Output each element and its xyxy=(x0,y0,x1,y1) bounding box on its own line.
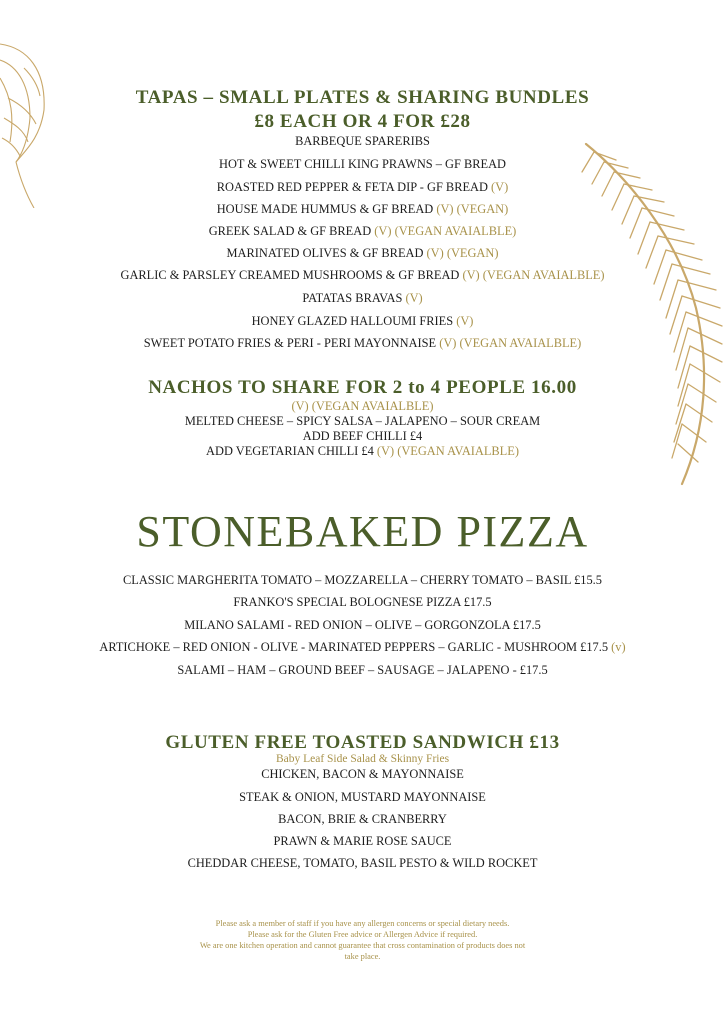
pizza-item: MILANO SALAMI - RED ONION – OLIVE – GORGONZOLA £17.5 xyxy=(184,618,541,632)
nachos-addon-veg: ADD VEGETARIAN CHILLI £4 (V) (VEGAN AVAIALBLE) xyxy=(206,444,519,458)
allergen-note-1: Please ask a member of staff if you have any allergen concerns or special dietary needs. xyxy=(215,919,510,928)
dietary-tag: (V) (VEGAN AVAIALBLE) xyxy=(439,336,582,350)
allergen-note-4: take place. xyxy=(344,952,381,961)
allergen-note-2: Please ask for the Gluten Free advice or Allergen Advice if required. xyxy=(247,930,478,939)
tapas-item: GARLIC & PARSLEY CREAMED MUSHROOMS & GF BREAD (V) (VEGAN AVAIALBLE) xyxy=(120,268,605,282)
dietary-tag: (V) xyxy=(456,314,474,328)
sandwich-item: STEAK & ONION, MUSTARD MAYONNAISE xyxy=(239,790,486,804)
dietary-tag: (V) xyxy=(491,180,509,194)
sandwich-item: CHEDDAR CHEESE, TOMATO, BASIL PESTO & WILD ROCKET xyxy=(187,856,538,870)
sandwich-item: PRAWN & MARIE ROSE SAUCE xyxy=(273,834,452,848)
dietary-tag: (V) (VEGAN) xyxy=(436,202,509,216)
dietary-tag: (V) (VEGAN AVAIALBLE) xyxy=(376,444,519,458)
tapas-item: MARINATED OLIVES & GF BREAD (V) (VEGAN) xyxy=(226,246,499,260)
tapas-item: HOUSE MADE HUMMUS & GF BREAD (V) (VEGAN) xyxy=(216,202,509,216)
dietary-tag: (V) (VEGAN AVAIALBLE) xyxy=(462,268,605,282)
tapas-title: TAPAS – SMALL PLATES & SHARING BUNDLES xyxy=(135,87,590,108)
dietary-tag: (v) xyxy=(611,640,626,654)
allergen-note-3: We are one kitchen operation and cannot guarantee that cross contamination of products does not xyxy=(199,941,526,950)
nachos-dietary-tag: (V) (VEGAN AVAIALBLE) xyxy=(291,399,434,413)
nachos-description: MELTED CHEESE – SPICY SALSA – JALAPENO – SOUR CREAM xyxy=(184,414,541,428)
pizza-item: ARTICHOKE – RED ONION - OLIVE - MARINATED PEPPERS – GARLIC - MUSHROOM £17.5 (v) xyxy=(99,640,626,654)
tapas-item: HONEY GLAZED HALLOUMI FRIES (V) xyxy=(251,314,474,328)
nachos-addon-beef: ADD BEEF CHILLI £4 xyxy=(302,429,423,443)
pizza-item: FRANKO'S SPECIAL BOLOGNESE PIZZA £17.5 xyxy=(233,595,492,609)
sandwich-item: BACON, BRIE & CRANBERRY xyxy=(278,812,447,826)
dietary-tag: (V) xyxy=(405,291,423,305)
pizza-title: STONEBAKED PIZZA xyxy=(136,507,589,556)
pizza-item: SALAMI – HAM – GROUND BEEF – SAUSAGE – JALAPENO - £17.5 xyxy=(177,663,548,677)
tapas-item: HOT & SWEET CHILLI KING PRAWNS – GF BREAD xyxy=(219,157,506,171)
dietary-tag: (V) (VEGAN) xyxy=(426,246,499,260)
nachos-title: NACHOS TO SHARE FOR 2 to 4 PEOPLE 16.00 xyxy=(148,377,577,398)
sandwich-item: CHICKEN, BACON & MAYONNAISE xyxy=(261,767,464,781)
tapas-item: PATATAS BRAVAS (V) xyxy=(302,291,423,305)
tapas-item: GREEK SALAD & GF BREAD (V) (VEGAN AVAIALBLE) xyxy=(208,224,517,238)
tapas-item: SWEET POTATO FRIES & PERI - PERI MAYONNAISE (V) (VEGAN AVAIALBLE) xyxy=(143,336,582,350)
sandwich-title: GLUTEN FREE TOASTED SANDWICH £13 xyxy=(165,732,560,753)
dietary-tag: (V) (VEGAN AVAIALBLE) xyxy=(374,224,517,238)
tapas-price-line: £8 EACH OR 4 FOR £28 xyxy=(254,111,471,132)
tapas-item: ROASTED RED PEPPER & FETA DIP - GF BREAD (V) xyxy=(216,180,509,194)
sandwich-subtitle: Baby Leaf Side Salad & Skinny Fries xyxy=(275,753,450,765)
pizza-item: CLASSIC MARGHERITA TOMATO – MOZZARELLA – CHERRY TOMATO – BASIL £15.5 xyxy=(123,573,602,587)
tapas-item: BARBEQUE SPARERIBS xyxy=(295,134,430,148)
